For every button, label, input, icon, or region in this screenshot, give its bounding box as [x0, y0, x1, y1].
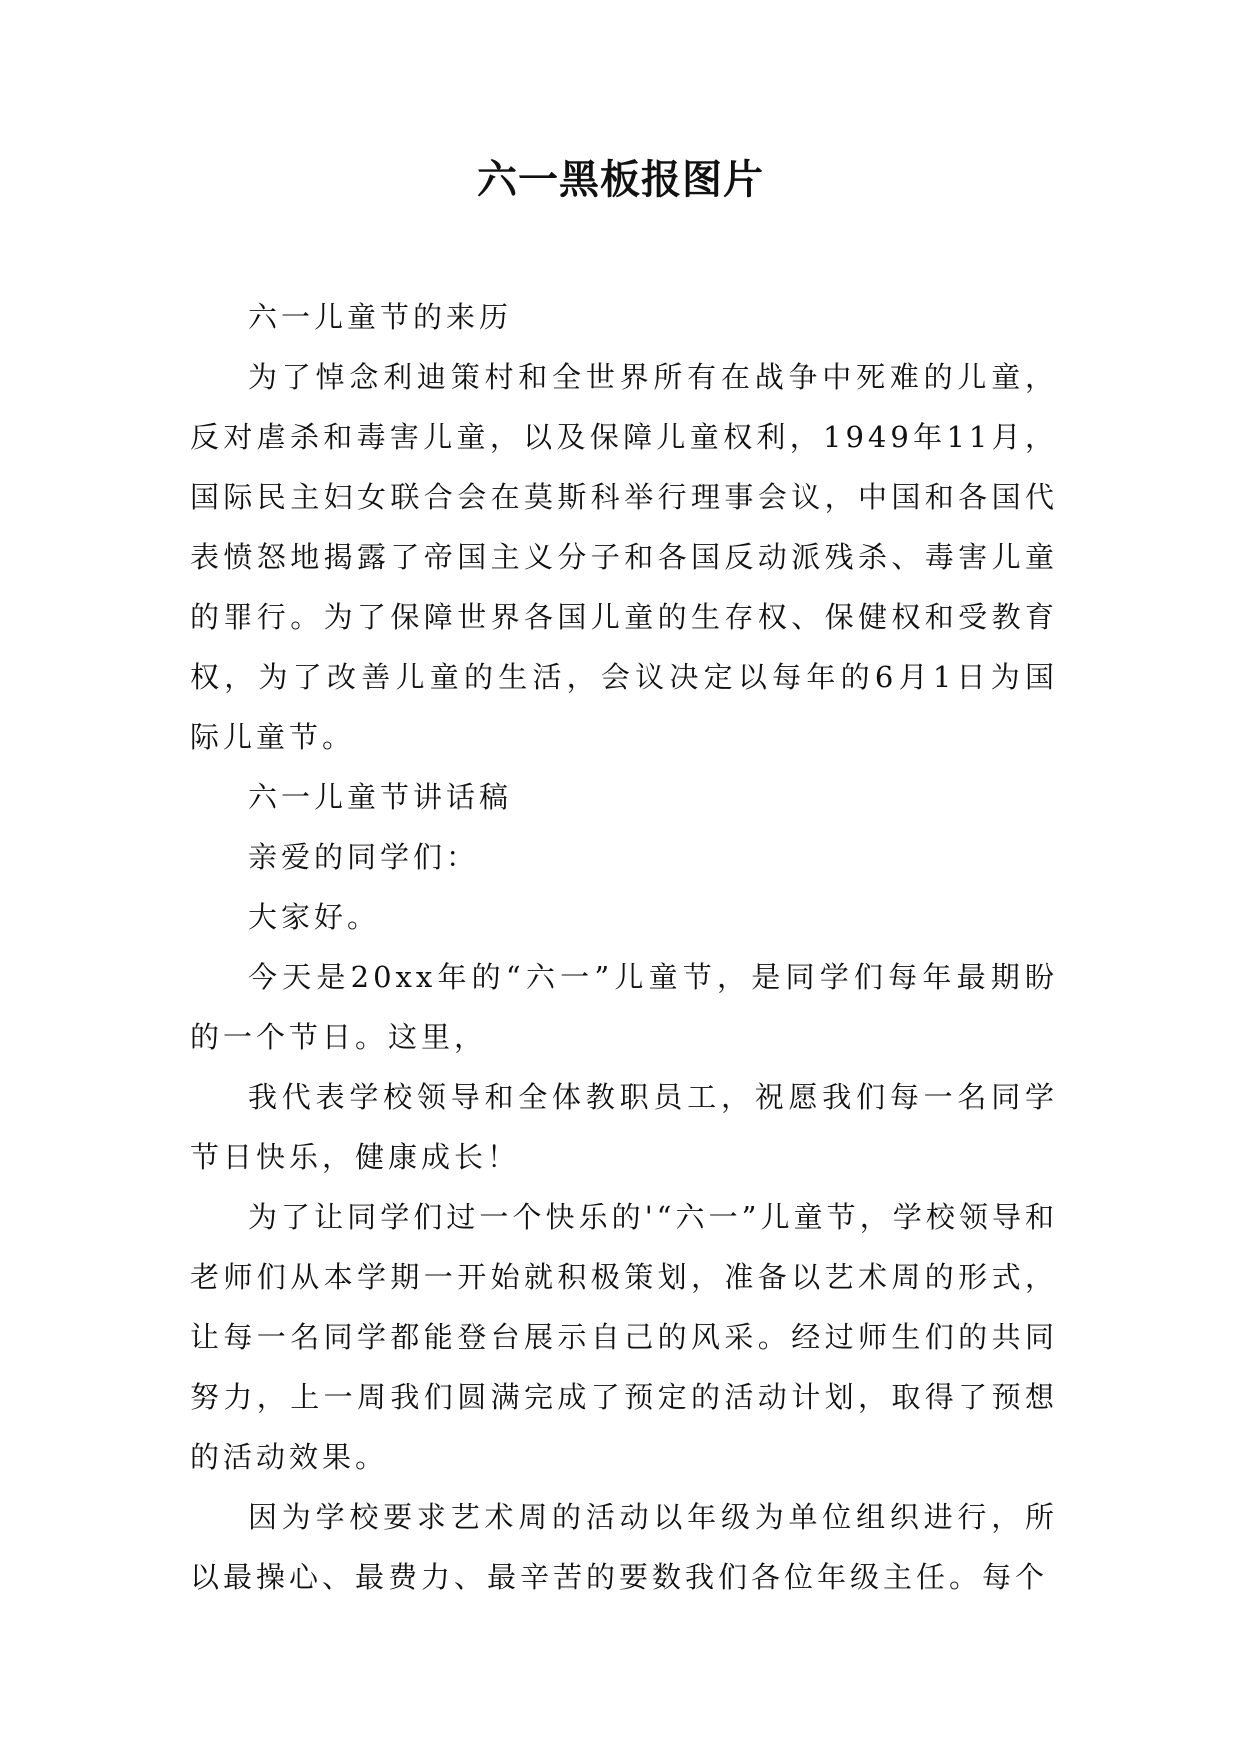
document-body [190, 287, 1058, 1607]
paragraph-salutation: 亲爱的同学们： [248, 840, 480, 874]
paragraph-art-week: 为了让同学们过一个快乐的'“六一”儿童节，学校领导和老师们从本学期一开始就积极策划，准备以艺术周的形式，让每一名同学都能登台展示自己的风采。经过师生们的共同努力，上一周我们圆满完成了预定的活动计划，取得了预想的活动效果。 [190, 1200, 1058, 1474]
paragraph-today: 今天是20xx年的“六一”儿童节，是同学们每年最期盼的一个节日。这里， [190, 960, 1058, 1054]
paragraph-grade-leaders: 因为学校要求艺术周的活动以年级为单位组织进行，所以最操心、最费力、最辛苦的要数我们各位年级主任。每个 [190, 1500, 1058, 1594]
paragraph-greeting: 大家好。 [248, 900, 381, 934]
paragraph-wishes: 我代表学校领导和全体教职员工，祝愿我们每一名同学节日快乐，健康成长！ [190, 1080, 1058, 1174]
section-heading-origin: 六一儿童节的来历 [248, 300, 513, 334]
section-heading-speech: 六一儿童节讲话稿 [248, 780, 513, 814]
document-title: 六一黑板报图片 [477, 157, 764, 203]
paragraph-origin-text: 为了悼念利迪策村和全世界所有在战争中死难的儿童，反对虐杀和毒害儿童，以及保障儿童权利，1949年11月，国际民主妇女联合会在莫斯科举行理事会议，中国和各国代表愤怒地揭露了帝国主义分子和各国反动派残杀、毒害儿童的罪行。为了保障世界各国儿童的生存权、保健权和受教育权，为了改善儿童的生活，会议决定以每年的6月1日为国际儿童节。 [190, 360, 1058, 754]
